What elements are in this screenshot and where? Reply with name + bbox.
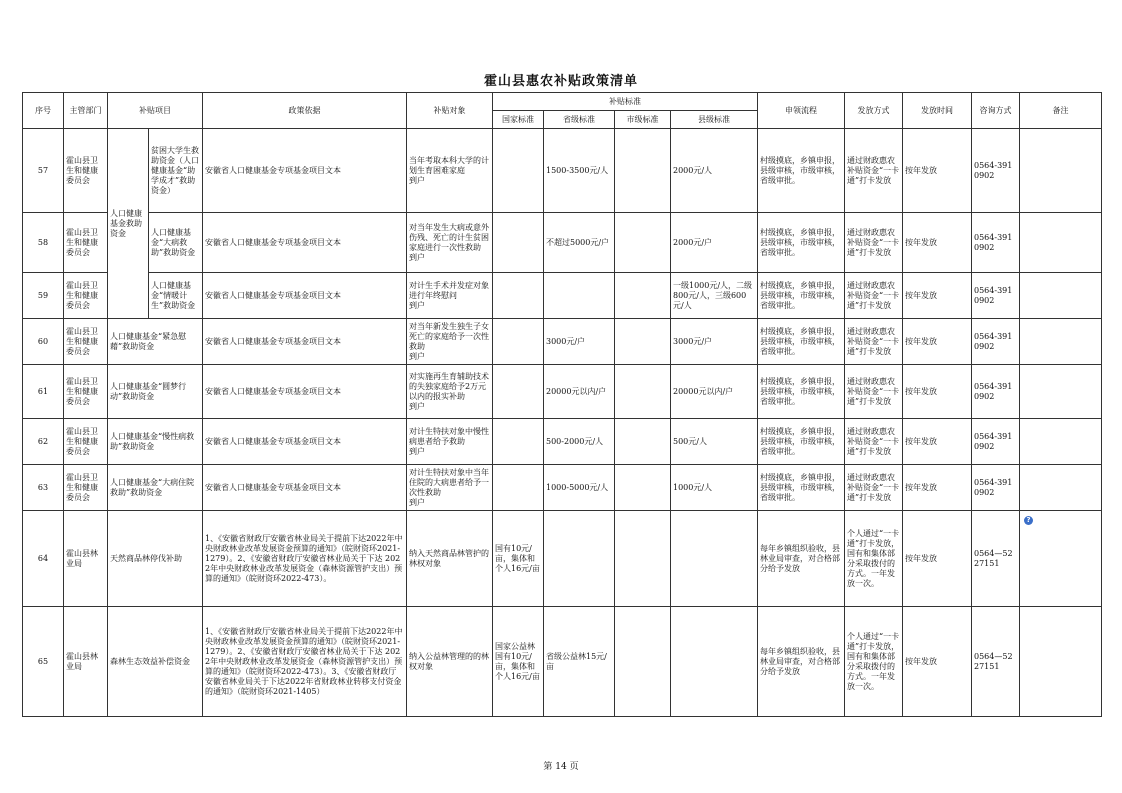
cell-time: 按年发放: [903, 273, 972, 319]
header-county: 县级标准: [671, 111, 758, 129]
cell-city: [615, 465, 671, 511]
cell-method: 个人通过“一卡通”打卡发放，国有和集体部分采取拨付的方式。一年发放一次。: [845, 511, 903, 607]
cell-provincial: 20000元以内/户: [544, 365, 615, 419]
cell-dept: 霍山县林业局: [64, 511, 108, 607]
cell-provincial: [544, 273, 615, 319]
cell-seq: 58: [23, 213, 64, 273]
cell-method: 个人通过“一卡通”打卡发放，国有和集体部分采取拨付的方式。一年发放一次。: [845, 607, 903, 717]
cell-national: [493, 213, 544, 273]
table-row: [23, 419, 1102, 465]
header-standard: 补贴标准: [493, 93, 758, 111]
header-method: 发放方式: [845, 93, 903, 129]
cell-basis: 安徽省人口健康基金专项基金项目文本: [203, 419, 407, 465]
cell-national: [493, 319, 544, 365]
table-row: [23, 273, 1102, 319]
cell-county: 20000元以内/户: [671, 365, 758, 419]
cell-national: [493, 365, 544, 419]
cell-project: 人口健康基金“情暖计生”救助资金: [149, 273, 203, 319]
cell-process: 村级摸底，乡镇申报，县级审核，市级审核，省级审批。: [758, 273, 845, 319]
cell-process: 村级摸底，乡镇申报，县级审核，市级审核，省级审批。: [758, 465, 845, 511]
cell-remarks: [1020, 273, 1102, 319]
cell-contact: 0564—5227151: [972, 511, 1020, 607]
cell-county: 一级1000元/人，二级800元/人，三级600元/人: [671, 273, 758, 319]
cell-national: [493, 465, 544, 511]
cell-county: 3000元/户: [671, 319, 758, 365]
cell-dept: 霍山县卫生和健康委员会: [64, 465, 108, 511]
cell-remarks: [1020, 607, 1102, 717]
cell-time: 按年发放: [903, 129, 972, 213]
cell-seq: 59: [23, 273, 64, 319]
table-row: [23, 607, 1102, 717]
cell-process: 每年乡镇组织验收，县林业局审查，对合格部分给予发放: [758, 607, 845, 717]
cell-contact: 0564-3910902: [972, 129, 1020, 213]
cell-target: 当年考取本科大学的计划生育困难家庭 到户: [407, 129, 493, 213]
cell-dept: 霍山县卫生和健康委员会: [64, 273, 108, 319]
cell-city: [615, 213, 671, 273]
cell-dept: 霍山县卫生和健康委员会: [64, 129, 108, 213]
cell-remarks: [1020, 319, 1102, 365]
cell-basis: 安徽省人口健康基金专项基金项目文本: [203, 213, 407, 273]
cell-process: 村级摸底，乡镇申报，县级审核，市级审核，省级审批。: [758, 213, 845, 273]
cell-city: [615, 419, 671, 465]
cell-time: 按年发放: [903, 607, 972, 717]
cell-project: 贫困大学生救助资金（人口健康基金“助学成才”救助资金）: [149, 129, 203, 213]
cell-dept: 霍山县卫生和健康委员会: [64, 213, 108, 273]
cell-city: [615, 273, 671, 319]
header-dept: 主管部门: [64, 93, 108, 129]
header-time: 发放时间: [903, 93, 972, 129]
cell-project: 人口健康基金“慢性病救助”救助资金: [108, 419, 203, 465]
cell-dept: 霍山县卫生和健康委员会: [64, 319, 108, 365]
table-row: [23, 365, 1102, 419]
page-title: 霍山县惠农补贴政策清单: [483, 74, 638, 89]
cell-time: 按年发放: [903, 365, 972, 419]
page-number: 第 14 页: [543, 762, 579, 772]
cell-contact: 0564-3910902: [972, 319, 1020, 365]
cell-basis: 安徽省人口健康基金专项基金项目文本: [203, 273, 407, 319]
cell-basis: 1、《安徽省财政厅安徽省林业局关于提前下达2022年中央财政林业改革发展资金预算的通知》（皖财资环2021-1279）。2、《安徽省财政厅安徽省林业局关于下达 2022年中央财政林业改革发展资金（森林资源管护支出）预算的通知》（皖财资环2022-473）。: [203, 511, 407, 607]
cell-contact: 0564—5227151: [972, 607, 1020, 717]
cell-city: [615, 319, 671, 365]
cell-method: 通过财政惠农补贴资金“一卡通”打卡发放: [845, 273, 903, 319]
cell-project: 人口健康基金“大病救助”救助资金: [149, 213, 203, 273]
header-national: 国家标准: [493, 111, 544, 129]
cell-national: 国家公益林国有10元/亩，集体和个人16元/亩: [493, 607, 544, 717]
cell-provincial: 不超过5000元/户: [544, 213, 615, 273]
table-row: [23, 213, 1102, 273]
cell-city: [615, 511, 671, 607]
cell-city: [615, 365, 671, 419]
table-row: [23, 129, 1102, 213]
cell-county: 500元/人: [671, 419, 758, 465]
cell-contact: 0564-3910902: [972, 365, 1020, 419]
cell-method: 通过财政惠农补贴资金“一卡通”打卡发放: [845, 129, 903, 213]
cell-target: 对当年发生大病或意外伤残、死亡的计生贫困家庭进行一次性救助 到户: [407, 213, 493, 273]
cell-provincial: [544, 511, 615, 607]
cell-basis: 安徽省人口健康基金专项基金项目文本: [203, 465, 407, 511]
cell-provincial: 省级公益林15元/亩: [544, 607, 615, 717]
header-remarks: 备注: [1020, 93, 1102, 129]
cell-process: 村级摸底，乡镇申报，县级审核，市级审核，省级审批。: [758, 319, 845, 365]
cell-process: 村级摸底，乡镇申报，县级审核，市级审核，省级审批。: [758, 129, 845, 213]
cell-city: [615, 129, 671, 213]
cell-target: 对当年新发生独生子女死亡的家庭给予一次性救助 到户: [407, 319, 493, 365]
table-row: [23, 319, 1102, 365]
cell-contact: 0564-3910902: [972, 419, 1020, 465]
cell-contact: 0564-3910902: [972, 465, 1020, 511]
cell-method: 通过财政惠农补贴资金“一卡通”打卡发放: [845, 465, 903, 511]
cell-method: 通过财政惠农补贴资金“一卡通”打卡发放: [845, 213, 903, 273]
header-provincial: 省级标准: [544, 111, 615, 129]
cell-target: 纳入天然商品林管护的林权对象: [407, 511, 493, 607]
cell-dept: 霍山县卫生和健康委员会: [64, 419, 108, 465]
cell-provincial: 1500-3500元/人: [544, 129, 615, 213]
cell-process: 村级摸底，乡镇申报，县级审核，市级审核，省级审批。: [758, 419, 845, 465]
cell-county: 1000元/人: [671, 465, 758, 511]
cell-method: 通过财政惠农补贴资金“一卡通”打卡发放: [845, 365, 903, 419]
cell-project: 森林生态效益补偿资金: [108, 607, 203, 717]
cell-target: 对计生特扶对象中慢性病患者给予救助 到户: [407, 419, 493, 465]
cell-basis: 1、《安徽省财政厅安徽省林业局关于提前下达2022年中央财政林业改革发展资金预算的通知》（皖财资环2021-1279）。2、《安徽省财政厅安徽省林业局关于下达 2022年中央财政林业改革发展资金（森林资源管护支出）预算的通知》（皖财资环2022-473）。3、《安徽省财政厅安徽省林业局关于下达2022年省财政林业转移支付资金的通知》（皖财资环2021-1405）: [203, 607, 407, 717]
cell-remarks: [1020, 129, 1102, 213]
header-seq: 序号: [23, 93, 64, 129]
cell-seq: 65: [23, 607, 64, 717]
cell-contact: 0564-3910902: [972, 273, 1020, 319]
header-target: 补贴对象: [407, 93, 493, 129]
cell-national: [493, 273, 544, 319]
cell-national: [493, 129, 544, 213]
header-city: 市级标准: [615, 111, 671, 129]
cell-seq: 60: [23, 319, 64, 365]
cell-dept: 霍山县卫生和健康委员会: [64, 365, 108, 419]
cell-remarks: [1020, 511, 1102, 607]
cell-time: 按年发放: [903, 319, 972, 365]
cell-time: 按年发放: [903, 465, 972, 511]
header-project: 补贴项目: [108, 93, 203, 129]
cell-national: [493, 419, 544, 465]
cell-county: 2000元/户: [671, 213, 758, 273]
cell-dept: 霍山县林业局: [64, 607, 108, 717]
cell-target: 对计生特扶对象中当年住院的大病患者给予一次性救助 到户: [407, 465, 493, 511]
header-basis: 政策依据: [203, 93, 407, 129]
cell-process: 每年乡镇组织验收，县林业局审查，对合格部分给予发放: [758, 511, 845, 607]
cell-seq: 64: [23, 511, 64, 607]
cell-city: [615, 607, 671, 717]
cell-target: 对实施再生育辅助技术的失独家庭给予2万元以内的报实补助 到户: [407, 365, 493, 419]
cell-seq: 62: [23, 419, 64, 465]
question-mark-icon[interactable]: ?: [1024, 516, 1033, 525]
cell-provincial: 500-2000元/人: [544, 419, 615, 465]
cell-project: 人口健康基金“圆梦行动”救助资金: [108, 365, 203, 419]
cell-time: 按年发放: [903, 213, 972, 273]
cell-project: 人口健康基金“大病住院救助”救助资金: [108, 465, 203, 511]
cell-national: 国有10元/亩，集体和个人16元/亩: [493, 511, 544, 607]
cell-time: 按年发放: [903, 511, 972, 607]
table-row: [23, 511, 1102, 607]
cell-basis: 安徽省人口健康基金专项基金项目文本: [203, 319, 407, 365]
cell-seq: 61: [23, 365, 64, 419]
cell-county: [671, 511, 758, 607]
cell-provincial: 1000-5000元/人: [544, 465, 615, 511]
cell-target: 纳入公益林管理的的林权对象: [407, 607, 493, 717]
table-row: [23, 465, 1102, 511]
cell-seq: 63: [23, 465, 64, 511]
cell-remarks: [1020, 365, 1102, 419]
cell-process: 村级摸底，乡镇申报，县级审核，市级审核，省级审批。: [758, 365, 845, 419]
cell-target: 对计生手术并发症对象进行年终慰问 到户: [407, 273, 493, 319]
cell-method: 通过财政惠农补贴资金“一卡通”打卡发放: [845, 319, 903, 365]
cell-method: 通过财政惠农补贴资金“一卡通”打卡发放: [845, 419, 903, 465]
cell-project: 天然商品林停伐补助: [108, 511, 203, 607]
cell-remarks: [1020, 419, 1102, 465]
cell-remarks: [1020, 213, 1102, 273]
cell-basis: 安徽省人口健康基金专项基金项目文本: [203, 129, 407, 213]
cell-county: [671, 607, 758, 717]
cell-county: 2000元/人: [671, 129, 758, 213]
cell-seq: 57: [23, 129, 64, 213]
cell-project: 人口健康基金“紧急慰藉”救助资金: [108, 319, 203, 365]
header-contact: 咨询方式: [972, 93, 1020, 129]
header-process: 申领流程: [758, 93, 845, 129]
cell-basis: 安徽省人口健康基金专项基金项目文本: [203, 365, 407, 419]
cell-provincial: 3000元/户: [544, 319, 615, 365]
cell-project-group: 人口健康基金救助资金: [108, 129, 149, 319]
cell-time: 按年发放: [903, 419, 972, 465]
cell-remarks: [1020, 465, 1102, 511]
cell-contact: 0564-3910902: [972, 213, 1020, 273]
policy-table: [22, 92, 1102, 717]
